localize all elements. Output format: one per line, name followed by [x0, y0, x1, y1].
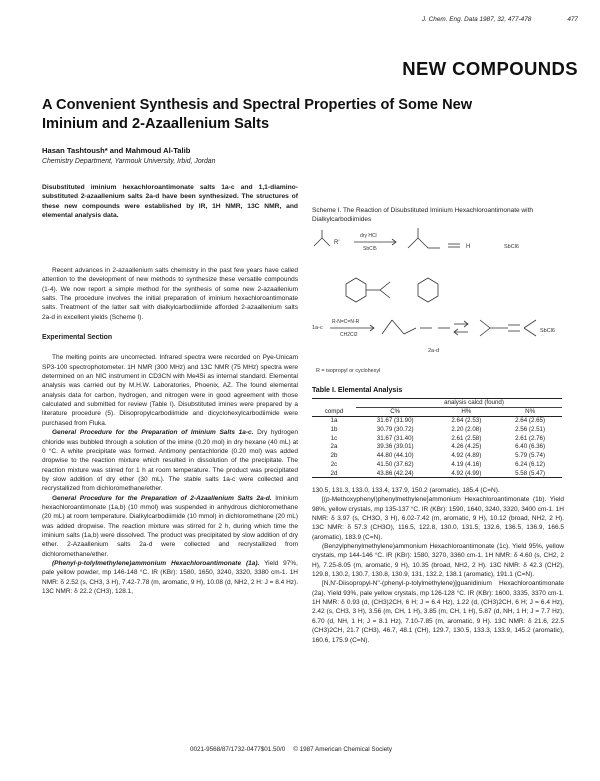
article-code: 0021-9568/87/1732-0477$01.50/0: [190, 746, 286, 753]
copyright: © 1987 American Chemical Society: [293, 746, 393, 753]
table-row: 1a 31.67 (31.90) 2.64 (2.53) 2.64 (2.65): [330, 417, 546, 425]
experimental-heading: Experimental Section: [42, 334, 113, 342]
procedure-2-text: Iminium hexachloroantimonate (1a,b) (10 mmol) was suspended in anhydrous dichloromethane (20 mL) at room temperature. Dialkylcarbodiimide (10 mmol) in dichloromethane (20 mL) was added dropwise. The reaction mixture was stirred for 2 h, during which time the iminium salts (1a,b) were dissolved. The product was precipitated by slow addition of dry ether. 2-Azaallenium salts 2a-d were collected and recrystallized from dichloromethane/ether.: [42, 494, 299, 558]
table-row: 2a 39.36 (39.01) 4.26 (4.25) 6.40 (6.36): [330, 443, 546, 451]
reagent-2: R-N=C=N-R: [332, 319, 360, 325]
procedure-2-heading: General Procedure for the Preparation of 2-Azaallenium Salts 2a-d.: [52, 494, 272, 502]
svg-text:1a-c: 1a-c: [312, 325, 323, 331]
authors: Hasan Tashtoush* and Mahmoud Al-Talib: [42, 146, 191, 155]
left-column: [42, 266, 298, 596]
page-footer: [190, 746, 392, 753]
table-row: 2d 43.86 (42.24) 4.92 (4.99) 5.58 (5.47): [312, 469, 562, 478]
intro-paragraph: Recent advances in 2-azaallenium salts chemistry in the past few years have called attention to the development of new methods to synthesize these versatile compounds (1-4). We now report a simple method for the synthesis of some new 2-azaallenium salts. The procedure involves the initial preparation of iminium hexachloroantimonate salts. Treatment of the latter salt with dialkylcarbodiimide afforded 2-azaallenium salts 2a-d in excellent yields (Scheme I).: [42, 267, 298, 321]
journal-citation: J. Chem. Eng. Data 1987, 32, 477-478: [421, 16, 532, 23]
table-row: 1b 30.79 (30.72) 2.20 (2.08) 2.56 (2.51): [330, 425, 546, 433]
abstract: Disubstituted iminium hexachloroantimonate salts 1a-c and 1,1-diamino-substituted 2-azaallenium salts 2a-d have been synthesized. The structures of these new compounds were established by IR, 1H NMR, 13C NMR, and elemental analysis data.: [42, 184, 298, 220]
compound-1a-text: Yield 97%, pale yellow powder, mp 146-148 °C. IR (KBr): 1580, 1650, 3240, 3320, 3380 cm-1. 1H NMR: δ 2.52 (s, CH3, 3 H), 7.42-7.78 (m, aromatic, 9 H), 10.08 (d, NH2, 2 H: J = 8.4 Hz). 13C NMR: δ 22.2 (CH3), 128.1,: [42, 559, 298, 595]
procedure-1-text: Dry hydrogen chloride was bubbled through a solution of the imine (0.20 mol) in dry hexane (40 mL) at 0 °C. A white precipitate was formed. Antimony pentachloride (0.20 mol) was added dropwise to the reaction mixture which resulted in dissolution of the precipitate. The reaction mixture was stirred for 1 h at room temperature. The product was precipitated by slow addition of dry ether (30 mL). The stable salts 1a-c were collected and recrystallized from dichloromethane/ether.: [42, 429, 299, 493]
scheme-footnote: R = isopropyl or cyclohexyl: [316, 368, 381, 374]
article-title: A Convenient Synthesis and Spectral Properties of Some New Iminium and 2-Azaallenium Salts: [42, 97, 473, 132]
table-header-c: C%: [356, 407, 434, 416]
table-row: 1c 31.67 (31.40) 2.61 (2.58) 2.61 (2.76): [330, 434, 546, 442]
page-number: 477: [567, 16, 578, 23]
procedure-2: [42, 494, 298, 559]
running-header: [422, 16, 578, 23]
procedure-1: [42, 428, 298, 493]
table-caption: Table I. Elemental Analysis: [312, 386, 403, 394]
table-row: 2b 44.80 (44.10) 4.92 (4.89) 5.79 (5.74): [330, 452, 546, 460]
table-group-header: analysis calcd (found): [356, 399, 562, 408]
counter-ion-2: SbCl6: [540, 328, 555, 334]
reagent-2b: CH2Cl2: [340, 332, 358, 338]
experimental-paragraph: The melting points are uncorrected. Infrared spectra were recorded on Pye-Unicam SP3-100 spectrophotometer. 1H NMR (300 MHz) and 13C NMR (75 MHz) spectra were determined on an NIC instrument in CD3CN with Me4Si as internal standard. Elemental analysis was carried out by M.H.W. Laboratories, Phoenix, AZ. The found elemental analysis data for carbon, hydrogen, and nitrogen were in good agreement with those calculated and submitted for review (Table I). Disubstituted imines were prepared by a literature procedure (5). Diisopropylcarbodiimide and dicyclohexylcarbodiimide were purchased from Fluka.: [42, 354, 298, 427]
reaction-scheme: [308, 224, 564, 366]
right-column: [312, 486, 564, 645]
table-row: 2c 41.50 (37.62) 4.19 (4.16) 6.24 (6.12): [330, 460, 546, 468]
right-paragraph-4: [N,N'-Diisopropyl-N''-(phenyl-p-tolylmethylene)]guanidinium Hexachloroantimonate (2a). Yield 93%, pale yellow crystals, mp 126-128 °C. IR (KBr): 1600, 3335, 3370 cm-1. 1H NMR: δ 0.93 (d, (CH3)2CH, 6 H; J = 6.4 Hz), 1.22 (d, (CH3)2CH, 6 H; J = 6.4 Hz), 2.42 (s, CH3, 3 H), 3.56 (m, CH, 1 H), 3.85 (m, CH, 1 H), 5.87 (d, NH, 1 H; J = 7.7 Hz), 6.70 (d, NH, 1 H; J = 8.1 Hz), 7.10-7.85 (m, aromatic, 9 H). 13C NMR: δ 21.6, 22.5 (CH3)2CH, 21.7 (CH3), 46.7, 48.1 (CH), 129.7, 130.5, 133.3, 133.9, 145.2 (aromatic), 160.6, 175.9 (C=N).: [312, 580, 564, 644]
procedure-1-heading: General Procedure for the Preparation of Iminium Salts 1a-c.: [52, 429, 254, 437]
table-header-compd: compd: [312, 407, 356, 416]
right-paragraph-1: 130.5, 131.3, 133.0, 133.4, 137.9, 150.2 (aromatic), 185.4 (C=N).: [312, 487, 500, 494]
scheme-title: Scheme I. The Reaction of Disubstituted Iminium Hexachloroantimonate with Dialkylcarbodiimides: [312, 207, 533, 223]
counter-ion-1: SbCl6: [504, 244, 519, 250]
compound-1a: [42, 559, 298, 596]
svg-text:R': R': [334, 240, 340, 246]
reagent-1b: SbCl5: [363, 246, 377, 252]
table-header-n: N%: [498, 407, 562, 416]
compound-1a-heading: (Phenyl-p-tolylmethylene)ammonium Hexachloroantimonate (1a).: [52, 559, 260, 567]
section-title: NEW COMPOUNDS: [402, 58, 578, 79]
right-paragraph-2: [(p-Methoxyphenyl)phenylmethylene]ammonium Hexachloroantimonate (1b). Yield 98%, yellow crystals, mp 135-137 °C. IR (KBr): 1590, 1640, 3240, 3320, 3400 cm-1. 1H NMR: δ 3.97 (s, CH3O, 3 H), 6.02-7.42 (m, aromatic, 9 H), 10.12 (broad, NH2, 2 H). 13C NMR: δ 57.3 (CH3O), 116.5, 122.8, 130.0, 131.5, 132.6, 136.5, 136.9, 166.5 (aromatic), 183.9 (C=N).: [312, 496, 564, 541]
svg-text:2a-d: 2a-d: [428, 348, 440, 354]
reagent-1: dry HCl: [360, 233, 377, 239]
table-header-h: H%: [434, 407, 498, 416]
elemental-analysis-table: [312, 398, 562, 478]
svg-text:H: H: [466, 244, 471, 250]
affiliation: Chemistry Department, Yarmouk University, Irbid, Jordan: [42, 158, 216, 165]
right-paragraph-3: (Benzylphenylmethylene)ammonium Hexachloroantimonate (1c). Yield 95%, yellow crystals, mp 144-146 °C. IR (KBr): 1580, 3270, 3360 cm-1. 1H NMR: δ 4.60 (s, CH2, 2 H), 7.25-8.05 (m, aromatic, 9 H), 10.35 (broad, NH2, 2 H). 13C NMR: δ 42.3 (CH2), 129.8, 130.2, 130.7, 130.8, 130.9, 131, 132.2, 138.1 (aromatic), 191.1 (C=N).: [312, 543, 564, 579]
